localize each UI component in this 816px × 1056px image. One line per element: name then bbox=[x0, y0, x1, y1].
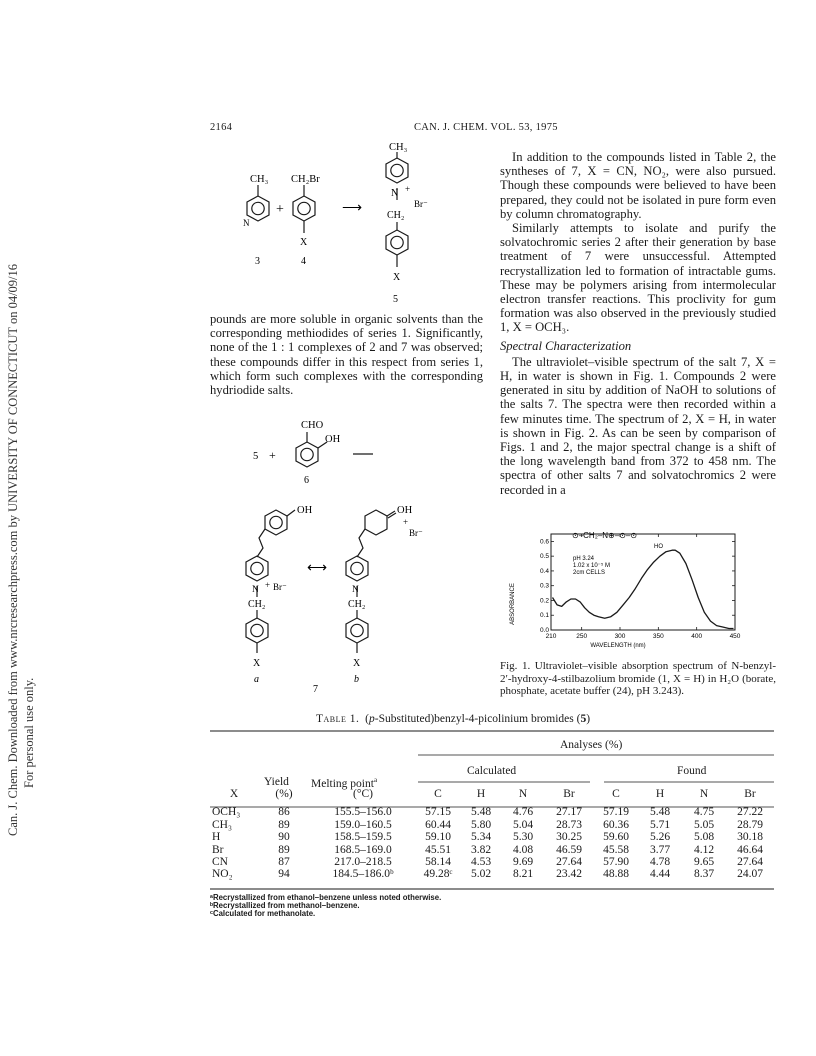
table-cell-calc: 49.28ᶜ bbox=[423, 868, 453, 881]
running-header: CAN. J. CHEM. VOL. 53, 1975 bbox=[414, 122, 558, 133]
analyses-header: Analyses (%) bbox=[560, 739, 623, 751]
column-header: X bbox=[229, 788, 239, 800]
table-cell-found: 5.26 bbox=[649, 831, 671, 844]
x-tick-label: 450 bbox=[729, 633, 741, 640]
y-tick-label: 0.1 bbox=[539, 612, 549, 620]
table-cell-found: 59.60 bbox=[603, 831, 629, 844]
table-cell-calc: 4.53 bbox=[470, 856, 492, 869]
chart-inset bbox=[572, 531, 663, 576]
table-row bbox=[210, 868, 774, 880]
svg-text:N: N bbox=[391, 188, 399, 199]
y-tick-label: 0.0 bbox=[539, 627, 549, 634]
table-header-row bbox=[210, 788, 774, 800]
svg-text:CH₂: CH₂ bbox=[248, 599, 266, 610]
x-tick-label: 250 bbox=[576, 633, 588, 640]
x-tick-label: 350 bbox=[652, 633, 664, 640]
table-cell-calc: 4.76 bbox=[512, 806, 534, 819]
table-cell-calc: 23.42 bbox=[556, 868, 582, 881]
column-header: N bbox=[699, 788, 709, 800]
table-cell-calc: 58.14 bbox=[425, 856, 451, 869]
svg-text:CHO: CHO bbox=[301, 420, 324, 431]
svg-text:+: + bbox=[276, 202, 284, 217]
left-column-text bbox=[210, 312, 483, 397]
table-cell-found: 45.58 bbox=[603, 843, 629, 856]
table-footnote: ᵇRecrystallized from methanol–benzene. bbox=[210, 901, 360, 910]
svg-text:7: 7 bbox=[313, 684, 318, 695]
column-header: Br bbox=[744, 788, 756, 800]
found-header: Found bbox=[677, 765, 707, 777]
table-cell-found: 46.64 bbox=[737, 843, 763, 856]
melting-point-header: Melting point$^a$ bbox=[311, 776, 378, 790]
table-row bbox=[210, 844, 774, 856]
inset-concentration: 1.02 x 10⁻⁵ M bbox=[573, 563, 611, 569]
svg-text:Br⁻: Br⁻ bbox=[414, 199, 428, 209]
table-cell-found: 4.12 bbox=[693, 843, 715, 856]
table-cell-mp: 159.0–160.5 bbox=[334, 818, 392, 831]
table-row bbox=[210, 806, 774, 818]
pyridine-ring-icon bbox=[247, 196, 269, 221]
chart-x-axis-label: WAVELENGTH (nm) bbox=[590, 643, 646, 649]
svg-text:X: X bbox=[393, 272, 401, 283]
table-cell-found: 3.77 bbox=[649, 843, 671, 856]
table-cell-mp: 184.5–186.0ᵇ bbox=[332, 868, 394, 881]
svg-text:+: + bbox=[405, 184, 411, 194]
y-tick-label: 0.2 bbox=[539, 597, 549, 605]
table-cell-calc: 59.10 bbox=[425, 831, 451, 844]
column-header: H bbox=[476, 788, 486, 800]
table-cell-mp: 168.5–169.0 bbox=[334, 843, 392, 856]
table-cell-x: Br bbox=[212, 843, 224, 856]
svg-text:CH₂Br: CH₂Br bbox=[291, 174, 320, 185]
table-row bbox=[210, 831, 774, 843]
download-watermark bbox=[2, 200, 42, 840]
table-cell-found: 5.08 bbox=[693, 831, 715, 844]
table-cell-calc: 28.73 bbox=[556, 818, 582, 831]
inset-ph: pH 3.24 bbox=[573, 556, 595, 562]
column-header: C bbox=[434, 788, 442, 800]
svg-text:CH₃: CH₃ bbox=[250, 174, 269, 185]
table-cell-found: 5.48 bbox=[649, 806, 671, 819]
inset-ho: HO bbox=[654, 544, 663, 550]
body-paragraph: pounds are more soluble in organic solvents than the corresponding methiodides of series 1. Significantly, none of the 1 : 1 complexes of 2 and 7 was observed; these compounds differ in this respect from series 1, which form such complexes with the corresponding hydriodide salts. bbox=[210, 312, 483, 398]
table-cell-yield: 94 bbox=[278, 868, 290, 881]
analyses-rule bbox=[418, 754, 774, 757]
svg-text:X: X bbox=[353, 658, 361, 669]
table-cell-found: 28.79 bbox=[737, 818, 763, 831]
svg-text:⟷: ⟷ bbox=[307, 561, 328, 576]
watermark-line-2: For personal use only. bbox=[22, 677, 36, 788]
table-cell-x: CN bbox=[212, 856, 228, 869]
svg-text:5: 5 bbox=[253, 451, 259, 462]
table-cell-found: 5.71 bbox=[649, 818, 671, 831]
table-cell-calc: 3.82 bbox=[470, 843, 492, 856]
table-cell-calc: 5.34 bbox=[470, 831, 492, 844]
x-tick-label: 210 bbox=[545, 633, 557, 640]
svg-text:b: b bbox=[354, 674, 359, 685]
svg-text:X: X bbox=[253, 658, 261, 669]
table-cell-calc: 5.02 bbox=[470, 868, 492, 881]
table-cell-yield: 89 bbox=[278, 818, 290, 831]
table-cell-x: CH₃ bbox=[212, 818, 232, 831]
table-cell-found: 24.07 bbox=[737, 868, 763, 881]
salicylaldehyde-ring-icon bbox=[296, 442, 318, 467]
phenol-ring-a-icon bbox=[265, 510, 287, 535]
svg-text:OH: OH bbox=[297, 505, 313, 516]
svg-text:N: N bbox=[352, 585, 359, 595]
table-row bbox=[210, 856, 774, 868]
svg-text:Br⁻: Br⁻ bbox=[273, 582, 287, 592]
body-paragraph: The ultraviolet–visible spectrum of the salt 7, X = H, in water is shown in Fig. 1. Compounds 2 were generated in situ by addition of NaOH to solutions of the salts 7. The spectra were then recorded within a few minutes time. The spectrum of 2, X = H, in water is shown in Fig. 2. As can be seen by comparison of Figs. 1 and 2, the major spectral change is a shift of the long wavelength band from 372 to 458 nm. The spectra of other salts 7 and solvatochromics 2 were recorded in a bbox=[500, 354, 776, 497]
table-cell-yield: 89 bbox=[278, 843, 290, 856]
table-cell-calc: 5.80 bbox=[470, 818, 492, 831]
table-cell-mp: 158.5–159.5 bbox=[334, 831, 392, 844]
table-bottom-rule bbox=[210, 888, 774, 891]
column-header: Br bbox=[563, 788, 575, 800]
table-footnote: ᶜCalculated for methanolate. bbox=[210, 909, 316, 918]
benzyl-ring-icon bbox=[386, 230, 408, 255]
table-cell-found: 27.64 bbox=[737, 856, 763, 869]
chart-y-axis-label: ABSORBANCE bbox=[510, 583, 516, 625]
y-tick-label: 0.6 bbox=[539, 538, 549, 546]
table-cell-calc: 45.51 bbox=[425, 843, 451, 856]
svg-text:⟶: ⟶ bbox=[342, 201, 363, 216]
table-cell-mp: 155.5–156.0 bbox=[334, 806, 392, 819]
right-column-text bbox=[500, 150, 776, 497]
svg-text:CH₂: CH₂ bbox=[387, 210, 405, 221]
subgroup-rules bbox=[418, 781, 774, 784]
yield-header: Yield bbox=[264, 776, 289, 788]
table-cell-found: 57.19 bbox=[603, 806, 629, 819]
table-row bbox=[210, 819, 774, 831]
y-tick-label: 0.3 bbox=[539, 582, 549, 590]
svg-text:X: X bbox=[300, 237, 308, 248]
column-header: H bbox=[655, 788, 665, 800]
svg-text:N: N bbox=[252, 585, 259, 595]
table-cell-yield: 87 bbox=[278, 856, 290, 869]
y-tick-label: 0.4 bbox=[539, 567, 549, 575]
table-cell-found: 57.90 bbox=[603, 856, 629, 869]
table-footnote: ᵃRecrystallized from ethanol–benzene unless noted otherwise. bbox=[210, 893, 442, 902]
table-top-rule bbox=[210, 730, 774, 733]
section-heading: Spectral Characterization bbox=[500, 338, 632, 353]
table-cell-calc: 4.08 bbox=[512, 843, 534, 856]
svg-text:CH₂: CH₂ bbox=[348, 599, 366, 610]
table-cell-found: 4.78 bbox=[649, 856, 671, 869]
table-cell-found: 30.18 bbox=[737, 831, 763, 844]
table-cell-calc: 5.48 bbox=[470, 806, 492, 819]
svg-text:+: + bbox=[265, 580, 271, 590]
column-header: (%) bbox=[275, 788, 293, 800]
column-header: N bbox=[518, 788, 528, 800]
table-cell-found: 8.37 bbox=[693, 868, 715, 881]
svg-text:+: + bbox=[269, 448, 276, 462]
figure-1-caption: Fig. 1. Ultraviolet–visible absorption spectrum of N-benzyl-2′-hydroxy-4-stilbazolium bromide (1, X = H) in H₂O (borate, phosphate, acetate buffer (24), pH 3.243). bbox=[500, 660, 776, 697]
table-cell-found: 48.88 bbox=[603, 868, 629, 881]
table-cell-yield: 86 bbox=[278, 806, 290, 819]
benzene-ring-icon bbox=[293, 196, 315, 221]
table-cell-yield: 90 bbox=[278, 831, 290, 844]
quinoid-ring-b-icon bbox=[365, 510, 387, 535]
table-cell-x: H bbox=[212, 831, 221, 844]
svg-text:N: N bbox=[243, 218, 250, 228]
svg-text:a: a bbox=[254, 674, 259, 685]
svg-text:CH₃: CH₃ bbox=[389, 142, 408, 153]
table-cell-x: OCH₃ bbox=[212, 806, 241, 819]
column-header: C bbox=[612, 788, 620, 800]
table-cell-calc: 8.21 bbox=[512, 868, 534, 881]
calculated-header: Calculated bbox=[467, 765, 517, 777]
x-tick-label: 300 bbox=[614, 633, 626, 640]
table-cell-found: 4.44 bbox=[649, 868, 671, 881]
body-paragraph: In addition to the compounds listed in Table 2, the syntheses of 7, X = CN, NO₂, were also pursued. Though these compounds were believed to have been prepared, they could not be isolated in pure form even by column chromatography. bbox=[500, 150, 776, 221]
table-cell-found: 27.22 bbox=[737, 806, 763, 819]
table-cell-found: 60.36 bbox=[603, 818, 629, 831]
table-cell-found: 4.75 bbox=[693, 806, 715, 819]
benzyl-ring-a-icon bbox=[246, 618, 268, 643]
reaction-scheme-1 bbox=[225, 140, 485, 310]
svg-text:+: + bbox=[403, 517, 409, 527]
inset-structure: ⊙–CH₂–N⊕–⊙–⊙ bbox=[572, 531, 638, 540]
table-cell-calc: 9.69 bbox=[512, 856, 534, 869]
y-tick-label: 0.5 bbox=[539, 553, 549, 561]
svg-text:4: 4 bbox=[301, 256, 306, 267]
page-number: 2164 bbox=[210, 122, 233, 133]
pyridinium-ring-a-icon bbox=[246, 556, 268, 581]
table-cell-calc: 27.64 bbox=[556, 856, 582, 869]
table-cell-calc: 30.25 bbox=[556, 831, 582, 844]
reaction-scheme-2 bbox=[225, 410, 485, 700]
table-cell-calc: 27.17 bbox=[556, 806, 582, 819]
table-cell-mp: 217.0–218.5 bbox=[334, 856, 392, 869]
watermark-line-1: Can. J. Chem. Downloaded from www.nrcresearchpress.com by UNIVERSITY OF CONNECTICUT on 04/09/16 bbox=[6, 263, 20, 836]
benzyl-ring-b-icon bbox=[346, 618, 368, 643]
figure-1-chart bbox=[500, 522, 776, 650]
table-cell-calc: 5.04 bbox=[512, 818, 534, 831]
table-cell-found: 9.65 bbox=[693, 856, 715, 869]
svg-text:OH: OH bbox=[325, 434, 341, 445]
table-cell-calc: 46.59 bbox=[556, 843, 582, 856]
table-cell-calc: 60.44 bbox=[425, 818, 451, 831]
table-cell-calc: 5.30 bbox=[512, 831, 534, 844]
svg-text:Br⁻: Br⁻ bbox=[409, 528, 423, 538]
pyridine-ring-b-icon bbox=[346, 556, 368, 581]
svg-text:OH: OH bbox=[397, 505, 413, 516]
table-cell-found: 5.05 bbox=[693, 818, 715, 831]
table-1-title: Table 1. (p-Substituted)benzyl-4-picolinium bromides (5) bbox=[316, 713, 591, 725]
column-header: (°C) bbox=[353, 788, 373, 800]
table-cell-x: NO₂ bbox=[212, 868, 233, 881]
svg-text:3: 3 bbox=[255, 256, 260, 267]
table-1 bbox=[210, 788, 774, 881]
svg-text:6: 6 bbox=[304, 475, 309, 486]
inset-cells: 2cm CELLS bbox=[573, 570, 606, 576]
x-tick-label: 400 bbox=[691, 633, 703, 640]
table-cell-calc: 57.15 bbox=[425, 806, 451, 819]
svg-text:5: 5 bbox=[393, 294, 398, 305]
body-paragraph: Similarly attempts to isolate and purify the solvatochromic series 2 after their generation by base treatment of 7 were unsuccessful. Attempted recrystallization led to formation of intractable gums. These may be polymers arising from intermolecular electron transfer reactions. This proclivity for gum formation was also observed in the previously studied 1, X = OCH₃. bbox=[500, 221, 776, 335]
pyridinium-ring-icon bbox=[386, 158, 408, 183]
